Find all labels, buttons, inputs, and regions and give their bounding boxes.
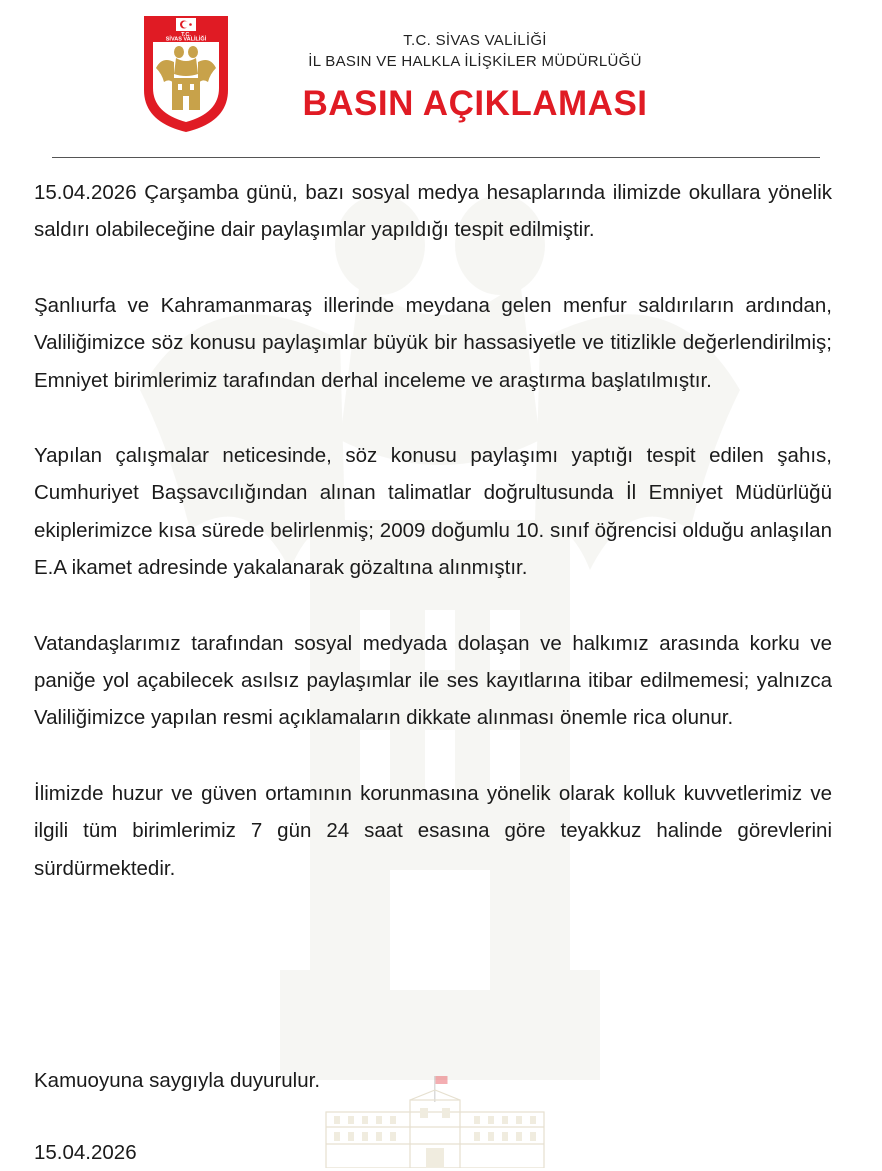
paragraph-5: İlimizde huzur ve güven ortamının korunmasına yönelik olarak kolluk kuvvetlerimiz ve ilgili tüm birimlerimiz 7 gün 24 saat esasına göre teyakkuz halinde görevlerini sürdürmektedir.: [34, 781, 832, 880]
institution-line-2: İL BASIN VE HALKLA İLİŞKİLER MÜDÜRLÜĞÜ: [308, 53, 642, 70]
statement-body: [34, 174, 832, 925]
logo-bottom-text: SİVAS VALİLİĞİ: [165, 36, 207, 43]
paragraph-4: Vatandaşlarımız tarafından sosyal medyada dolaşan ve halkımız arasında korku ve paniğe yol açabilecek asılsız paylaşımlar ile ses kayıtlarına itibar edilmemesi; yalnızca Valiliğimizce yapılan resmi açıklamaların dikkate alınması önemle rica olunur.: [34, 631, 832, 730]
statement-date: 15.04.2026: [34, 1141, 137, 1164]
closing-line: Kamuoyuna saygıyla duyurulur.: [34, 1069, 321, 1092]
governorship-building-icon: [322, 1072, 548, 1168]
sivas-governorship-emblem-icon: [140, 12, 232, 134]
document-title: BASIN AÇIKLAMASI: [302, 84, 648, 123]
paragraph-2: Şanlıurfa ve Kahramanmaraş illerinde meydana gelen menfur saldırıların ardından, Valiliğimizce söz konusu paylaşımlar büyük bir hassasiyetle ve titizlikle değerlendirilmiş; Emniyet birimlerimiz tarafından derhal inceleme ve araştırma başlatılmıştır.: [34, 293, 832, 392]
paragraph-1: 15.04.2026 Çarşamba günü, bazı sosyal medya hesaplarında ilimizde okullara yönelik saldırı olabileceğine dair paylaşımlar yapıldığı tespit edilmiştir.: [34, 181, 832, 242]
institution-line-1: T.C. SİVAS VALİLİĞİ: [403, 32, 547, 49]
logo-top-text: T.C.: [181, 32, 191, 38]
header-divider: [52, 157, 820, 158]
header-institution: [240, 0, 710, 72]
paragraph-3: Yapılan çalışmalar neticesinde, söz konusu paylaşımı yaptığı tespit edilen şahıs, Cumhuriyet Başsavcılığından alınan talimatlar doğrultusunda İl Emniyet Müdürlüğü ekiplerimizce kısa sürede belirlenmiş; 2009 doğumlu 10. sınıf öğrencisi olduğu anlaşılan E.A ikamet adresinde yakalanarak gözaltına alınmıştır.: [34, 444, 832, 580]
